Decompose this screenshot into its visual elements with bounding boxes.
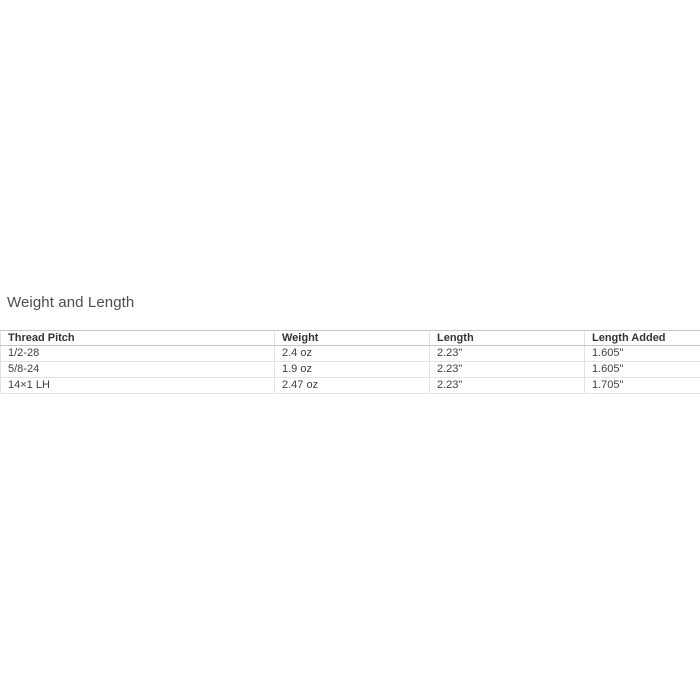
table-row <box>1 362 700 378</box>
cell-thread-pitch: 1/2-28 <box>1 346 275 362</box>
column-header-weight: Weight <box>275 331 430 346</box>
cell-length-added: 1.605" <box>585 346 700 362</box>
column-header-length-added: Length Added <box>585 331 700 346</box>
cell-thread-pitch: 14×1 LH <box>1 378 275 394</box>
section-heading: Weight and Length <box>7 294 135 311</box>
weight-length-table <box>0 330 700 394</box>
cell-thread-pitch: 5/8-24 <box>1 362 275 378</box>
column-header-thread-pitch: Thread Pitch <box>1 331 275 346</box>
cell-length: 2.23" <box>430 362 585 378</box>
table-row <box>1 346 700 362</box>
cell-length-added: 1.605" <box>585 362 700 378</box>
cell-length: 2.23" <box>430 378 585 394</box>
table-row <box>1 378 700 394</box>
cell-weight: 1.9 oz <box>275 362 430 378</box>
cell-length: 2.23" <box>430 346 585 362</box>
table-header-row <box>1 331 700 346</box>
cell-length-added: 1.705" <box>585 378 700 394</box>
cell-weight: 2.47 oz <box>275 378 430 394</box>
cell-weight: 2.4 oz <box>275 346 430 362</box>
column-header-length: Length <box>430 331 585 346</box>
